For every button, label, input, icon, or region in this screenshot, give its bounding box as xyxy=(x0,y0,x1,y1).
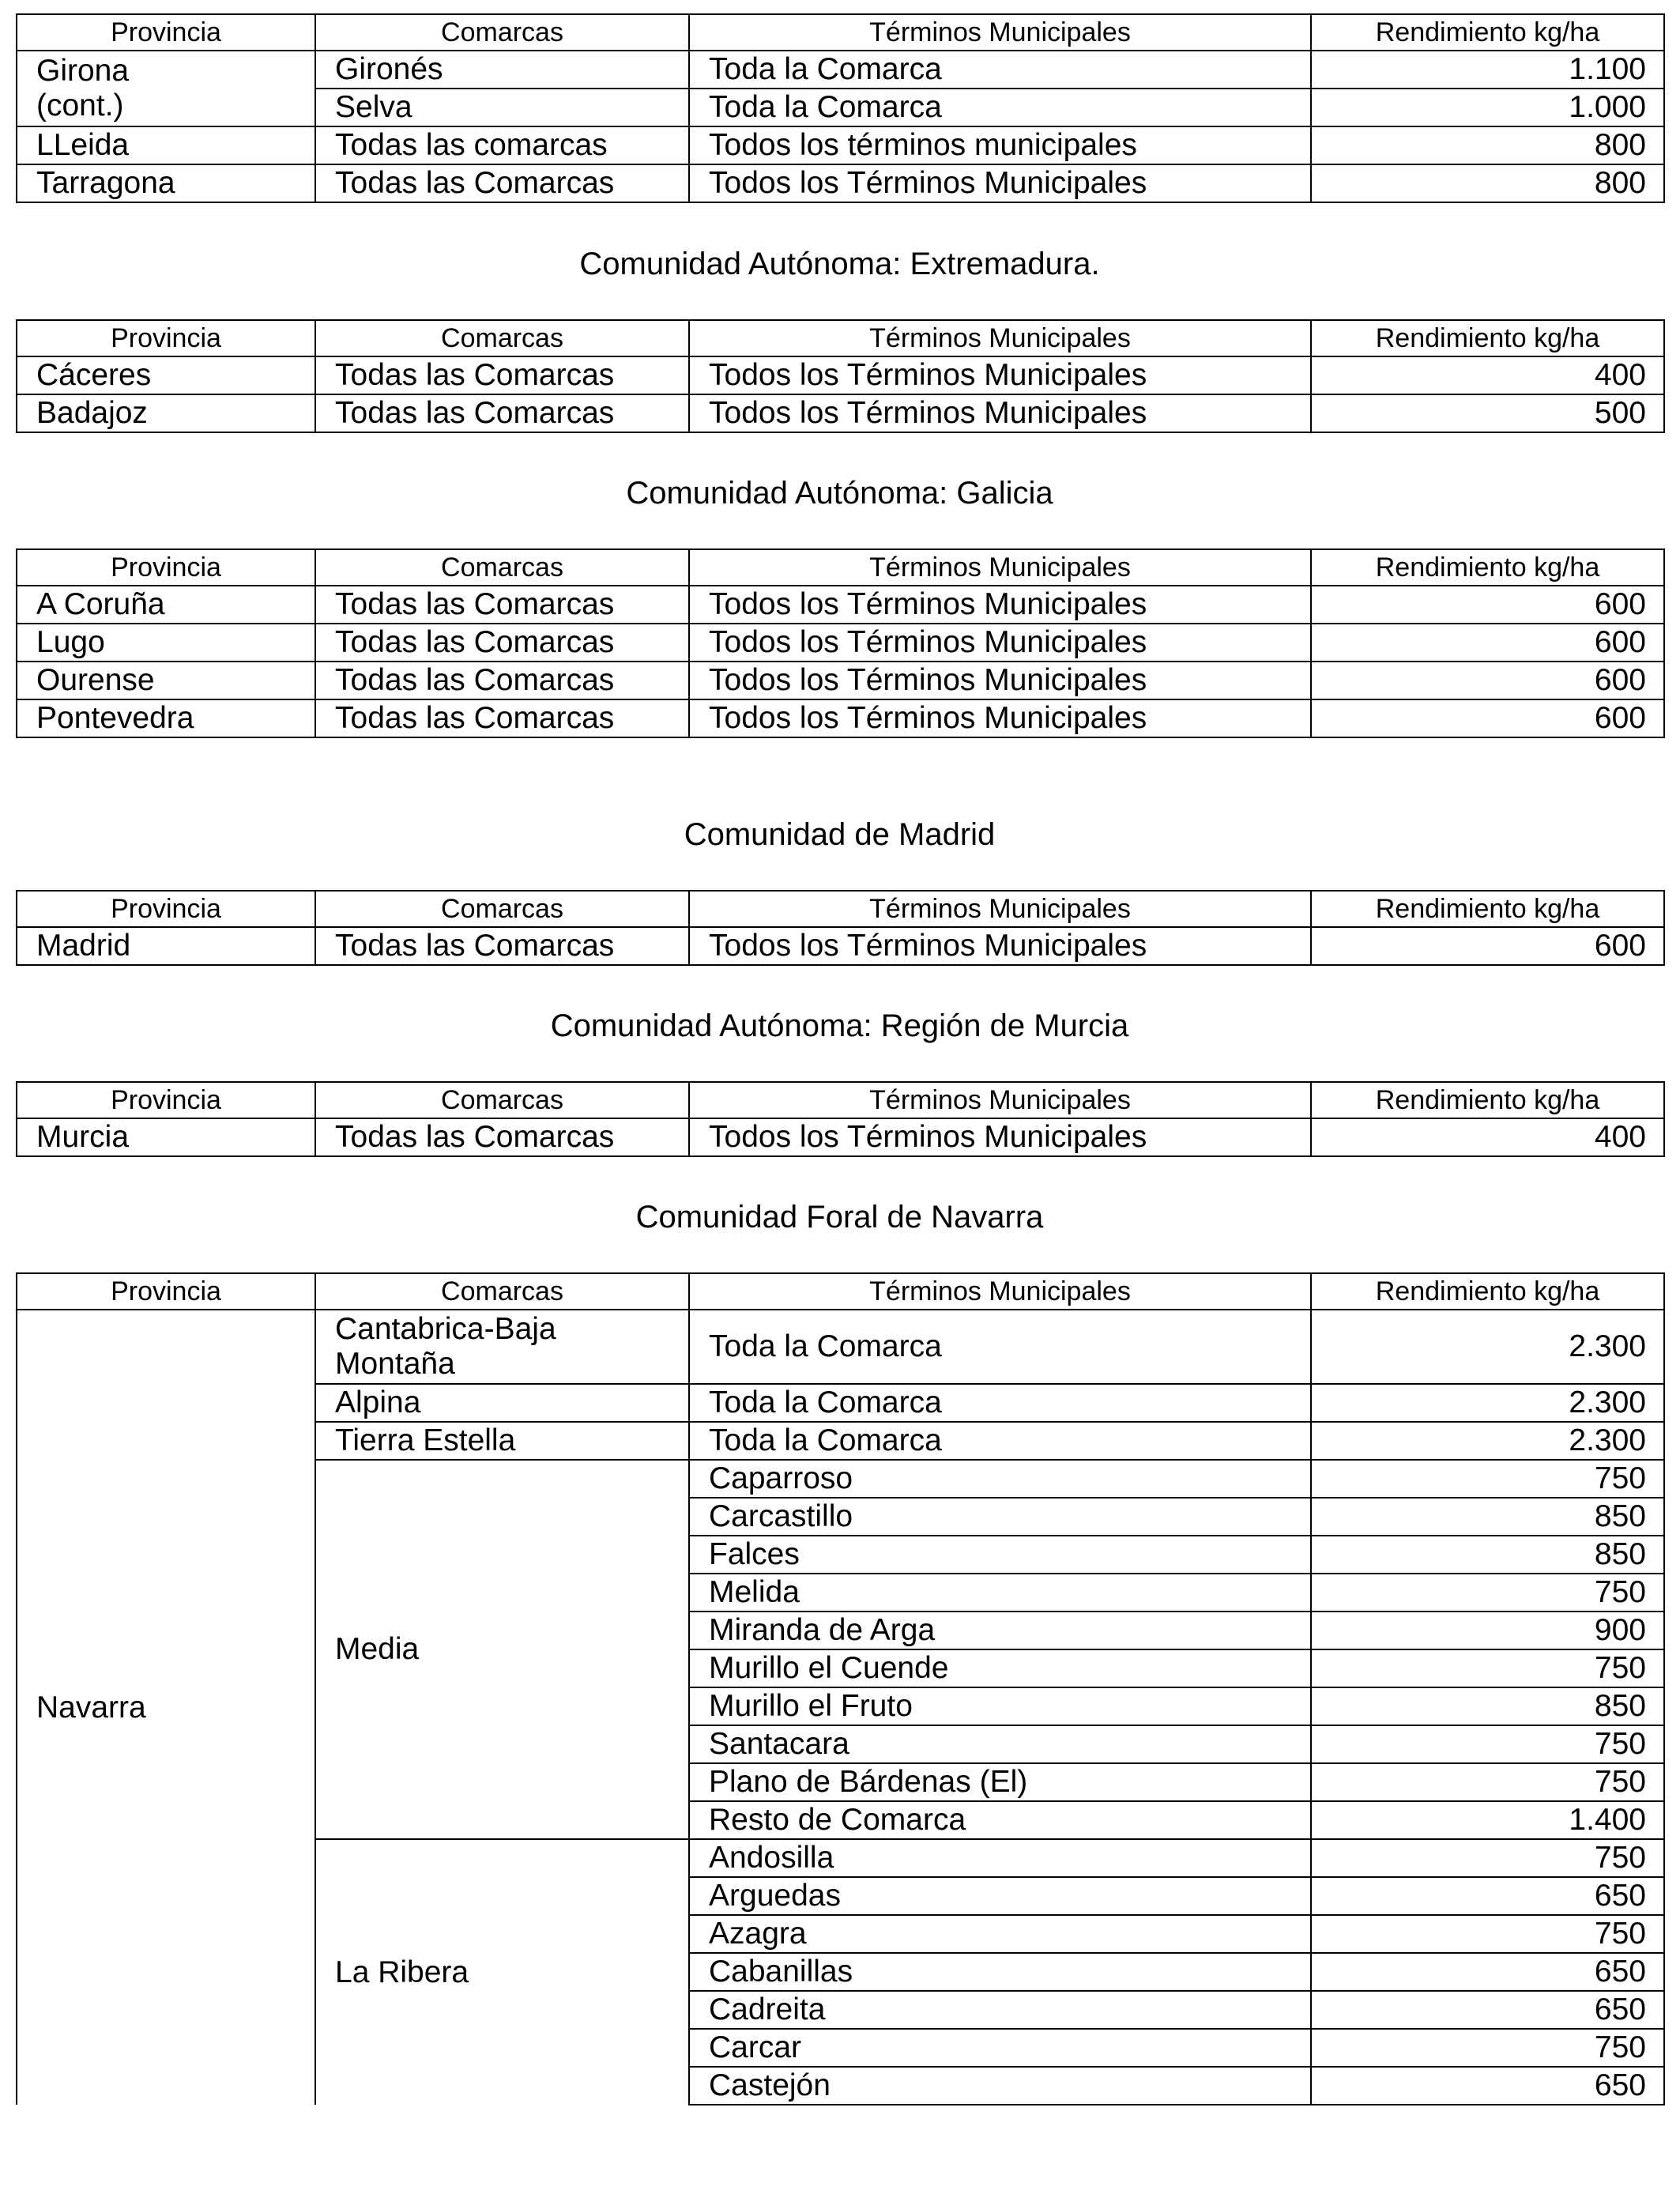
cell-rendimiento: 1.400 xyxy=(1311,1801,1664,1839)
header-provincia: Provincia xyxy=(17,549,315,586)
cell-termino: Toda la Comarca xyxy=(689,1384,1311,1422)
table-row xyxy=(17,624,1664,662)
cell-termino: Cadreita xyxy=(689,1991,1311,2029)
table-row xyxy=(17,662,1664,699)
cell-rendimiento: 650 xyxy=(1311,2067,1664,2105)
header-rendimiento: Rendimiento kg/ha xyxy=(1311,549,1664,586)
cell-provincia: Badajoz xyxy=(17,394,315,432)
section-title-galicia: Comunidad Autónoma: Galicia xyxy=(626,476,1053,511)
header-provincia: Provincia xyxy=(17,14,315,51)
table-header xyxy=(17,549,1664,586)
cell-comarca: Todas las Comarcas xyxy=(315,356,689,394)
cell-rendimiento: 500 xyxy=(1311,394,1664,432)
cell-comarca: Todas las Comarcas xyxy=(315,586,689,624)
cell-comarca: Todas las comarcas xyxy=(315,126,689,164)
section-title-extremadura: Comunidad Autónoma: Extremadura. xyxy=(579,247,1100,281)
header-comarcas: Comarcas xyxy=(315,1082,689,1118)
cell-provincia: A Coruña xyxy=(17,586,315,624)
cell-termino: Caparroso xyxy=(689,1460,1311,1498)
cell-provincia: Tarragona xyxy=(17,164,315,202)
document-page xyxy=(16,13,1663,2105)
cell-rendimiento: 600 xyxy=(1311,927,1664,965)
header-comarcas: Comarcas xyxy=(315,14,689,51)
cell-termino: Todos los términos municipales xyxy=(689,126,1311,164)
cell-rendimiento: 750 xyxy=(1311,1763,1664,1801)
cell-termino: Todos los Términos Municipales xyxy=(689,1118,1311,1156)
cell-termino: Toda la Comarca xyxy=(689,1422,1311,1460)
cell-termino: Castejón xyxy=(689,2067,1311,2105)
cell-rendimiento: 750 xyxy=(1311,1839,1664,1877)
cell-termino: Toda la Comarca xyxy=(689,1310,1311,1384)
cell-termino: Cabanillas xyxy=(689,1953,1311,1991)
cell-termino: Todos los Términos Municipales xyxy=(689,586,1311,624)
cell-rendimiento: 400 xyxy=(1311,356,1664,394)
header-terminos: Términos Municipales xyxy=(689,320,1311,356)
cell-termino: Toda la Comarca xyxy=(689,51,1311,89)
navarra-table xyxy=(16,1272,1665,2105)
cell-termino: Azagra xyxy=(689,1915,1311,1953)
cell-provincia: Girona (cont.) xyxy=(17,51,315,126)
cell-rendimiento: 850 xyxy=(1311,1498,1664,1536)
table-row xyxy=(17,586,1664,624)
header-terminos: Términos Municipales xyxy=(689,549,1311,586)
header-terminos: Términos Municipales xyxy=(689,891,1311,927)
madrid-table xyxy=(16,890,1665,966)
table-header xyxy=(17,1082,1664,1118)
cell-termino: Todos los Términos Municipales xyxy=(689,927,1311,965)
cell-rendimiento: 2.300 xyxy=(1311,1422,1664,1460)
cell-rendimiento: 750 xyxy=(1311,1725,1664,1763)
header-provincia: Provincia xyxy=(17,891,315,927)
cell-rendimiento: 2.300 xyxy=(1311,1310,1664,1384)
cell-termino: Andosilla xyxy=(689,1839,1311,1877)
cell-termino: Todos los Términos Municipales xyxy=(689,394,1311,432)
cell-provincia: LLeida xyxy=(17,126,315,164)
cell-termino: Arguedas xyxy=(689,1877,1311,1915)
table-row xyxy=(17,394,1664,432)
cell-comarca: Tierra Estella xyxy=(315,1422,689,1460)
cell-comarca: Todas las Comarcas xyxy=(315,662,689,699)
table-header xyxy=(17,891,1664,927)
cell-comarca: Gironés xyxy=(315,51,689,89)
header-rendimiento: Rendimiento kg/ha xyxy=(1311,1082,1664,1118)
header-comarcas: Comarcas xyxy=(315,891,689,927)
cell-termino: Resto de Comarca xyxy=(689,1801,1311,1839)
section-title-navarra: Comunidad Foral de Navarra xyxy=(635,1200,1044,1235)
table-row xyxy=(17,699,1664,737)
cell-termino: Todos los Términos Municipales xyxy=(689,662,1311,699)
cell-termino: Murillo el Fruto xyxy=(689,1687,1311,1725)
cell-comarca: Todas las Comarcas xyxy=(315,927,689,965)
cell-rendimiento: 600 xyxy=(1311,586,1664,624)
cell-rendimiento: 1.000 xyxy=(1311,89,1664,126)
cell-termino: Plano de Bárdenas (El) xyxy=(689,1763,1311,1801)
cell-termino: Todos los Términos Municipales xyxy=(689,356,1311,394)
cell-comarca: Selva xyxy=(315,89,689,126)
cell-termino: Toda la Comarca xyxy=(689,89,1311,126)
cell-rendimiento: 800 xyxy=(1311,164,1664,202)
header-provincia: Provincia xyxy=(17,1082,315,1118)
header-rendimiento: Rendimiento kg/ha xyxy=(1311,1273,1664,1310)
cell-rendimiento: 750 xyxy=(1311,2029,1664,2067)
table-row xyxy=(17,356,1664,394)
cell-termino: Falces xyxy=(689,1536,1311,1574)
cell-termino: Santacara xyxy=(689,1725,1311,1763)
cell-comarca: Todas las Comarcas xyxy=(315,164,689,202)
header-rendimiento: Rendimiento kg/ha xyxy=(1311,891,1664,927)
table-header xyxy=(17,14,1664,51)
cell-termino: Carcastillo xyxy=(689,1498,1311,1536)
cell-termino: Todos los Términos Municipales xyxy=(689,624,1311,662)
cell-comarca: La Ribera xyxy=(315,1839,689,2105)
cell-comarca: Todas las Comarcas xyxy=(315,699,689,737)
cell-termino: Carcar xyxy=(689,2029,1311,2067)
cell-provincia: Cáceres xyxy=(17,356,315,394)
cell-rendimiento: 650 xyxy=(1311,1877,1664,1915)
cell-rendimiento: 850 xyxy=(1311,1687,1664,1725)
cell-rendimiento: 2.300 xyxy=(1311,1384,1664,1422)
cell-termino: Melida xyxy=(689,1574,1311,1612)
cell-termino: Murillo el Cuende xyxy=(689,1649,1311,1687)
cell-rendimiento: 650 xyxy=(1311,1991,1664,2029)
table-header xyxy=(17,320,1664,356)
cell-rendimiento: 750 xyxy=(1311,1915,1664,1953)
cell-comarca: Media xyxy=(315,1460,689,1839)
header-comarcas: Comarcas xyxy=(315,320,689,356)
cell-termino: Todos los Términos Municipales xyxy=(689,164,1311,202)
header-rendimiento: Rendimiento kg/ha xyxy=(1311,14,1664,51)
cell-rendimiento: 600 xyxy=(1311,662,1664,699)
cell-provincia: Pontevedra xyxy=(17,699,315,737)
cell-comarca: Cantabrica-Baja Montaña xyxy=(315,1310,689,1384)
header-comarcas: Comarcas xyxy=(315,1273,689,1310)
header-terminos: Términos Municipales xyxy=(689,1082,1311,1118)
cell-rendimiento: 1.100 xyxy=(1311,51,1664,89)
cell-provincia: Murcia xyxy=(17,1118,315,1156)
cell-termino: Todos los Términos Municipales xyxy=(689,699,1311,737)
cell-provincia: Ourense xyxy=(17,662,315,699)
cell-provincia: Madrid xyxy=(17,927,315,965)
cell-rendimiento: 400 xyxy=(1311,1118,1664,1156)
cell-rendimiento: 750 xyxy=(1311,1649,1664,1687)
galicia-table xyxy=(16,548,1665,738)
cell-rendimiento: 750 xyxy=(1311,1574,1664,1612)
table-row xyxy=(17,51,1664,89)
header-terminos: Términos Municipales xyxy=(689,14,1311,51)
cell-comarca: Todas las Comarcas xyxy=(315,624,689,662)
cataluna-table xyxy=(16,13,1665,203)
cell-comarca: Todas las Comarcas xyxy=(315,1118,689,1156)
table-row xyxy=(17,126,1664,164)
murcia-table xyxy=(16,1081,1665,1157)
header-provincia: Provincia xyxy=(17,320,315,356)
header-provincia: Provincia xyxy=(17,1273,315,1310)
extremadura-table xyxy=(16,319,1665,433)
cell-rendimiento: 650 xyxy=(1311,1953,1664,1991)
cell-rendimiento: 800 xyxy=(1311,126,1664,164)
cell-comarca: Alpina xyxy=(315,1384,689,1422)
cell-termino: Miranda de Arga xyxy=(689,1612,1311,1649)
cell-rendimiento: 900 xyxy=(1311,1612,1664,1649)
cell-rendimiento: 600 xyxy=(1311,624,1664,662)
header-terminos: Términos Municipales xyxy=(689,1273,1311,1310)
section-title-madrid: Comunidad de Madrid xyxy=(684,817,996,852)
cell-comarca: Todas las Comarcas xyxy=(315,394,689,432)
table-row xyxy=(17,1310,1664,1384)
table-row xyxy=(17,164,1664,202)
cell-rendimiento: 600 xyxy=(1311,699,1664,737)
table-header xyxy=(17,1273,1664,1310)
cell-provincia: Lugo xyxy=(17,624,315,662)
header-comarcas: Comarcas xyxy=(315,549,689,586)
cell-rendimiento: 750 xyxy=(1311,1460,1664,1498)
table-row xyxy=(17,1118,1664,1156)
header-rendimiento: Rendimiento kg/ha xyxy=(1311,320,1664,356)
table-row xyxy=(17,927,1664,965)
cell-provincia: Navarra xyxy=(17,1310,315,2105)
cell-rendimiento: 850 xyxy=(1311,1536,1664,1574)
section-title-murcia: Comunidad Autónoma: Región de Murcia xyxy=(550,1008,1129,1043)
